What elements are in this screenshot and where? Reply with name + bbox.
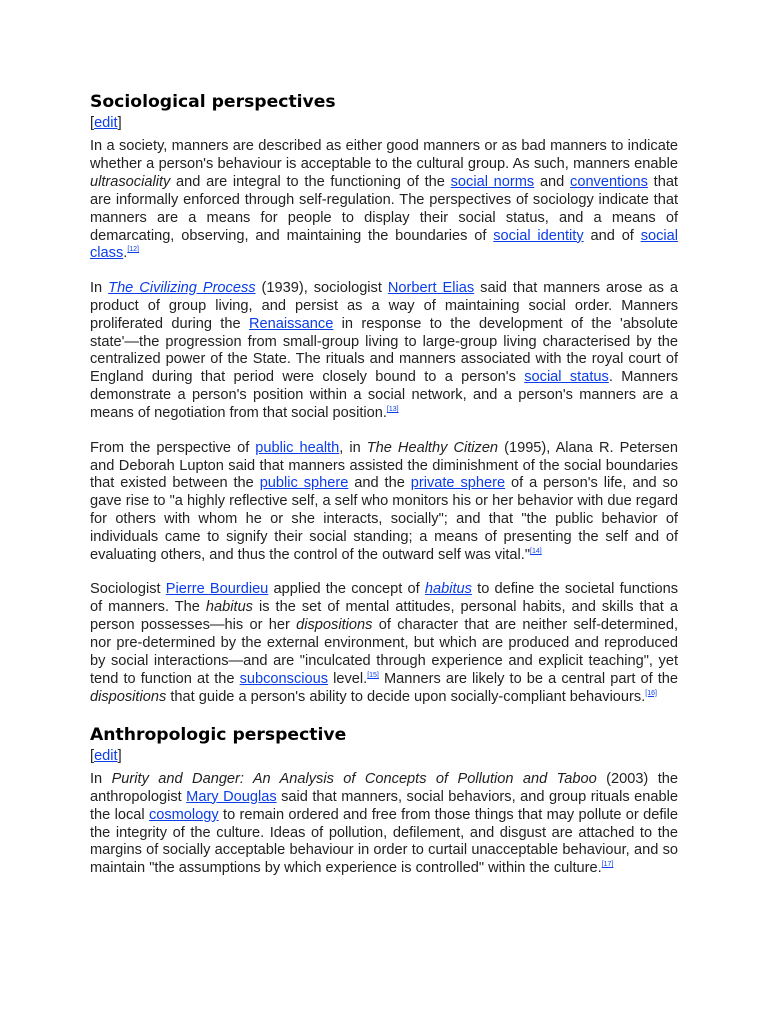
text-run: In [90, 279, 109, 296]
italic-text: dispositions [296, 617, 373, 634]
wiki-link[interactable]: Renaissance [248, 315, 334, 332]
italic-text: dispositions [90, 688, 167, 705]
reference-link[interactable]: [15] [367, 671, 379, 679]
text-run: and are integral to the functioning of the [170, 173, 451, 190]
reference-marker [387, 406, 399, 413]
paragraph [90, 581, 678, 706]
text-run: that guide a person's ability to decide upon socially-compliant behaviours. [166, 688, 646, 705]
text-run: , in [339, 439, 367, 456]
reference-marker [367, 672, 379, 679]
italic-text: Purity and Danger: An Analysis of Concepts of Pollution and Taboo [111, 770, 597, 787]
edit-link-wrapper: [edit] [90, 747, 122, 764]
text-run: From the perspective of [90, 439, 256, 456]
article-body [90, 90, 678, 895]
wiki-link[interactable]: social norms [450, 173, 535, 190]
text-run: that are informally enforced through self-regulation. The perspectives of sociology indicate that manners are a means for people to display their social status, and a means of demarcating, observing, and maintaining the boundaries of [90, 173, 678, 244]
wiki-link[interactable]: Mary Douglas [186, 788, 277, 805]
text-run: said that manners arose as a product of group living, and persist as a way of maintaining social order. Manners proliferated during the [90, 279, 678, 332]
italic-text: ultrasociality [90, 173, 171, 190]
wiki-link[interactable]: The Civilizing Process [108, 279, 256, 296]
wiki-link[interactable]: Norbert Elias [387, 279, 475, 296]
reference-link[interactable]: [12] [127, 246, 139, 254]
text-run: . [123, 245, 128, 262]
text-run: (1995), Alana R. Petersen and Deborah Lupton said that manners assisted the diminishment of the social boundaries that existed between the [90, 439, 678, 492]
reference-link[interactable]: [13] [386, 406, 399, 414]
reference-marker [602, 861, 614, 868]
wiki-link[interactable]: public health [255, 439, 340, 456]
reference-link[interactable]: [17] [601, 861, 614, 869]
text-run: In a society, manners are described as either good manners or as bad manners to indicate whether a person's behaviour is acceptable to the cultural group. As such, manners enable [90, 138, 678, 172]
edit-link[interactable]: edit [94, 115, 118, 131]
text-run: In [90, 770, 112, 787]
text-run: level. [328, 670, 368, 687]
text-run: said that manners, social behaviors, and group rituals enable the local [90, 788, 678, 823]
section-heading-anthropologic: Anthropologic perspective [90, 724, 347, 745]
text-run: applied the concept of [268, 581, 425, 598]
text-run: to define the societal functions of manners. The [90, 581, 678, 616]
wiki-link[interactable]: conventions [570, 173, 648, 190]
wiki-link[interactable]: subconscious [239, 670, 329, 687]
text-run: . Manners demonstrate a person's position within a social network, and a person's manners are a means of negotiation from that social position. [90, 369, 678, 422]
reference-marker [127, 246, 139, 253]
reference-marker [530, 548, 542, 555]
italic-text: The Healthy Citizen [366, 439, 499, 456]
edit-link-wrapper: [edit] [90, 115, 122, 131]
edit-link[interactable]: edit [94, 747, 118, 764]
paragraph [90, 440, 678, 565]
text-run: and of [583, 227, 641, 244]
wiki-link[interactable]: cosmology [148, 806, 219, 823]
text-run: of character that are neither self-determined, nor pre-determined by the external environment, but which are produced and reproduced by social interactions—and are "inculcated through experience and explicit teaching", yet tend to function at the [90, 617, 679, 687]
text-run: (1939), sociologist [255, 279, 388, 296]
wiki-link[interactable]: social identity [493, 227, 584, 244]
reference-marker [645, 690, 657, 697]
text-run: Manners are likely to be a central part of the [378, 670, 679, 687]
wiki-link[interactable]: habitus [424, 581, 472, 598]
wiki-link[interactable]: social status [524, 369, 609, 386]
wiki-link[interactable]: social class [90, 227, 679, 262]
reference-link[interactable]: [14] [530, 548, 542, 556]
paragraph [90, 771, 678, 878]
section-heading-sociological: Sociological perspectives [90, 92, 336, 112]
italic-text: habitus [205, 599, 253, 616]
text-run: in response to the development of the 'absolute state'—the progression from small-group living to large-group living characterised by the centralized power of the State. The rituals and manners associated with the royal court of England during that period were closely bound to a person's [90, 315, 678, 386]
text-run: Sociologist [90, 581, 166, 598]
wiki-link[interactable]: public sphere [259, 475, 349, 492]
wiki-link[interactable]: private sphere [410, 475, 506, 492]
reference-link[interactable]: [16] [645, 689, 657, 697]
text-run: and [534, 173, 571, 190]
text-run: (2003) the anthropologist [90, 770, 678, 805]
text-run: is the set of mental attitudes, personal habits, and skills that a person possesses—his or her [90, 599, 678, 634]
wiki-link[interactable]: Pierre Bourdieu [165, 581, 269, 598]
text-run: of a person's life, and so gave rise to "a highly reflective self, a self who monitors his or her behavior with due regard for others with whom he or she interacts, socially"; and that "the public behavior of individuals came to signify their social standing; a means of presenting the self and of evaluating others, and thus the control of the outward self was vital." [90, 475, 679, 564]
text-run: and the [348, 475, 411, 492]
text-run: to remain ordered and free from those things that may pollute or defile the integrity of the culture. Ideas of pollution, defilement, and disgust are attached to the margins of socially acceptable behaviour in order to curtail unacceptable behaviour, and so maintain "the assumptions by which experience is controlled" within the culture. [90, 806, 678, 877]
paragraph [90, 280, 678, 423]
paragraph [90, 138, 678, 263]
